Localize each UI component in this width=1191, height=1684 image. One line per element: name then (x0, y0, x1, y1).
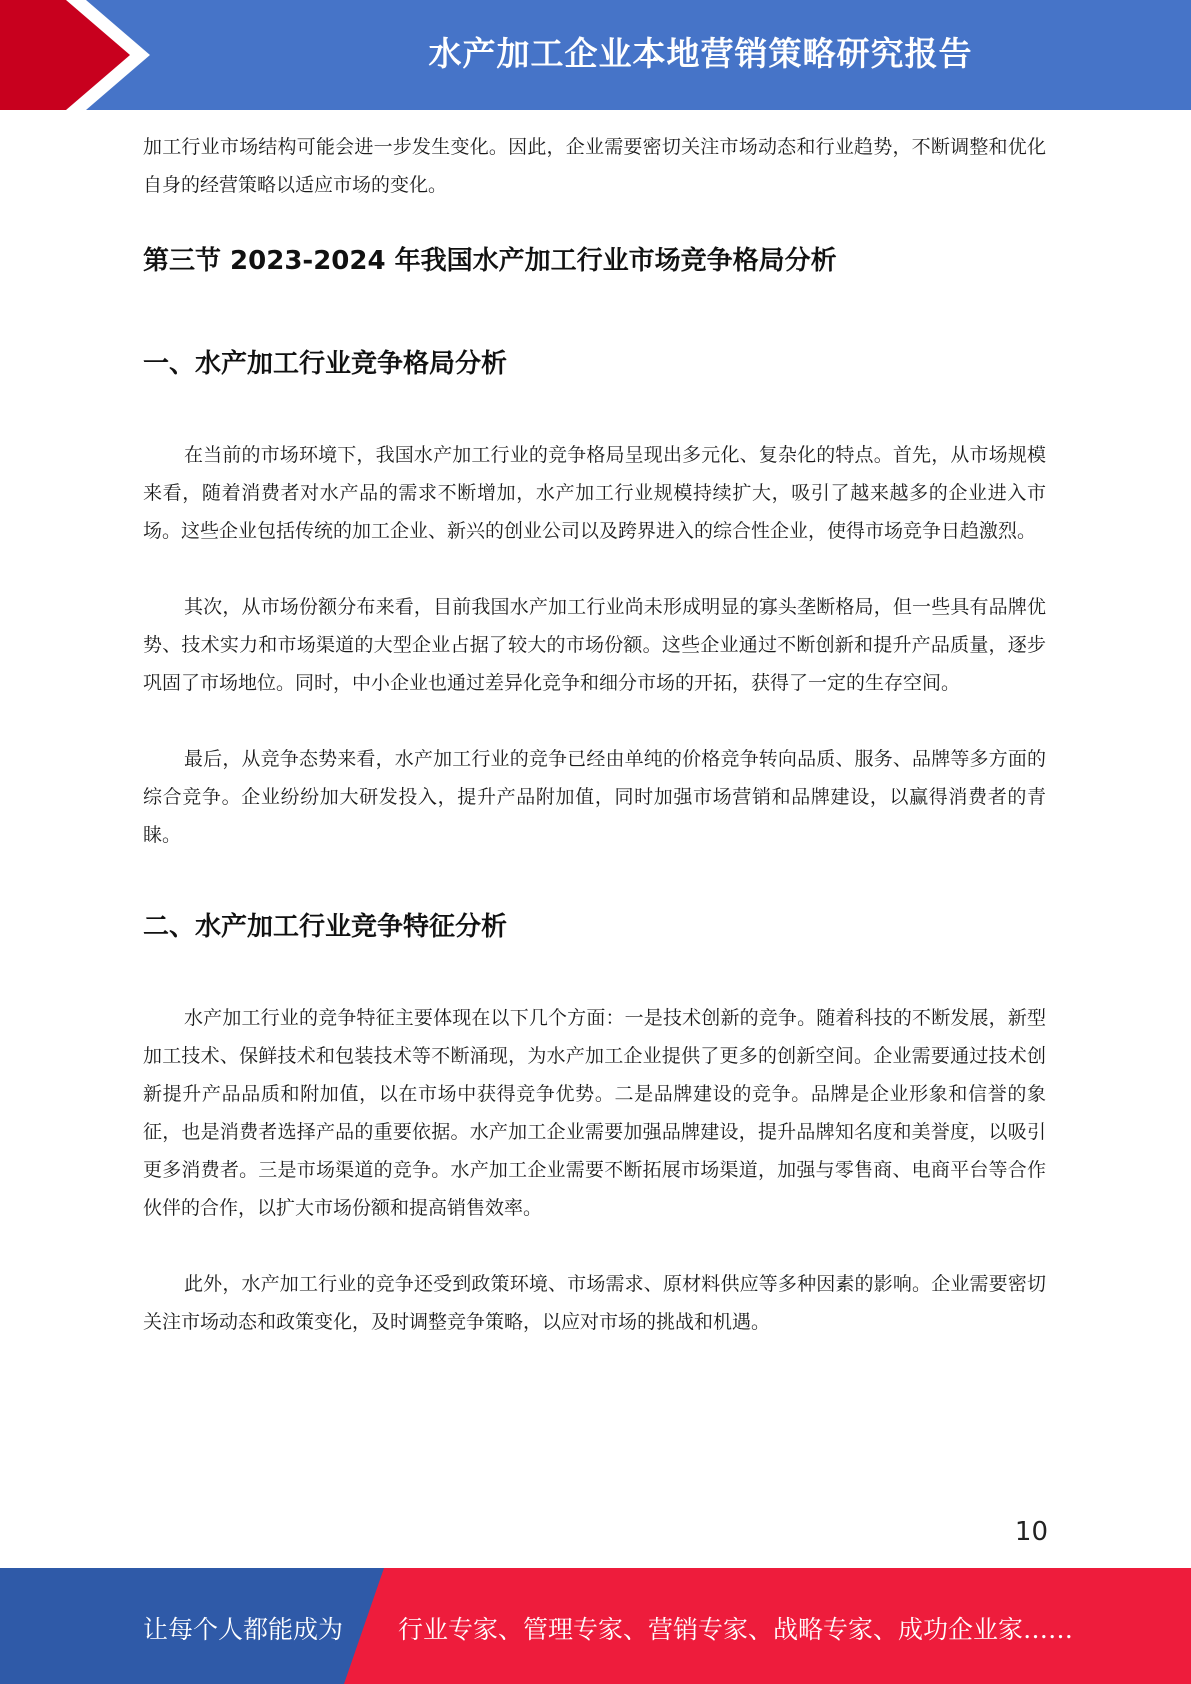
paragraph: 在当前的市场环境下，我国水产加工行业的竞争格局呈现出多元化、复杂化的特点。首先，从市场规模来看，随着消费者对水产品的需求不断增加，水产加工行业规模持续扩大，吸引了越来越多的企业进入市场。这些企业包括传统的加工企业、新兴的创业公司以及跨界进入的综合性企业，使得市场竞争日趋激烈。 (143, 444, 1046, 542)
footer-slogan-left: 让每个人都能成为 (143, 1615, 344, 1644)
paragraph: 此外，水产加工行业的竞争还受到政策环境、市场需求、原材料供应等多种因素的影响。企业需要密切关注市场动态和政策变化，及时调整竞争策略，以应对市场的挑战和机遇。 (143, 1273, 1046, 1333)
page-content (143, 128, 1046, 1341)
section-title: 第三节 2023-2024 年我国水产加工行业市场竞争格局分析 (143, 246, 837, 276)
subsection-title-2: 二、水产加工行业竞争特征分析 (143, 912, 508, 942)
paragraph: 其次，从市场份额分布来看，目前我国水产加工行业尚未形成明显的寡头垄断格局，但一些具有品牌优势、技术实力和市场渠道的大型企业占据了较大的市场份额。这些企业通过不断创新和提升产品质量，逐步巩固了市场地位。同时，中小企业也通过差异化竞争和细分市场的开拓，获得了一定的生存空间。 (143, 596, 1046, 694)
paragraph: 最后，从竞争态势来看，水产加工行业的竞争已经由单纯的价格竞争转向品质、服务、品牌等多方面的综合竞争。企业纷纷加大研发投入，提升产品附加值，同时加强市场营销和品牌建设，以赢得消费者的青睐。 (143, 748, 1046, 846)
intro-paragraph: 加工行业市场结构可能会进一步发生变化。因此，企业需要密切关注市场动态和行业趋势，不断调整和优化自身的经营策略以适应市场的变化。 (143, 136, 1046, 196)
page-number: 10 (1014, 1517, 1048, 1547)
report-title: 水产加工企业本地营销策略研究报告 (428, 34, 973, 73)
footer-slogan-right: 行业专家、管理专家、营销专家、战略专家、成功企业家…… (398, 1615, 1074, 1644)
header-arrow-decoration (0, 0, 160, 110)
subsection-title-1: 一、水产加工行业竞争格局分析 (143, 349, 508, 379)
page-footer (0, 1568, 1191, 1684)
page-header (0, 0, 1191, 110)
paragraph: 水产加工行业的竞争特征主要体现在以下几个方面：一是技术创新的竞争。随着科技的不断发展，新型加工技术、保鲜技术和包装技术等不断涌现，为水产加工企业提供了更多的创新空间。企业需要通过技术创新提升产品品质和附加值，以在市场中获得竞争优势。二是品牌建设的竞争。品牌是企业形象和信誉的象征，也是消费者选择产品的重要依据。水产加工企业需要加强品牌建设，提升品牌知名度和美誉度，以吸引更多消费者。三是市场渠道的竞争。水产加工企业需要不断拓展市场渠道，加强与零售商、电商平台等合作伙伴的合作，以扩大市场份额和提高销售效率。 (143, 1007, 1046, 1219)
